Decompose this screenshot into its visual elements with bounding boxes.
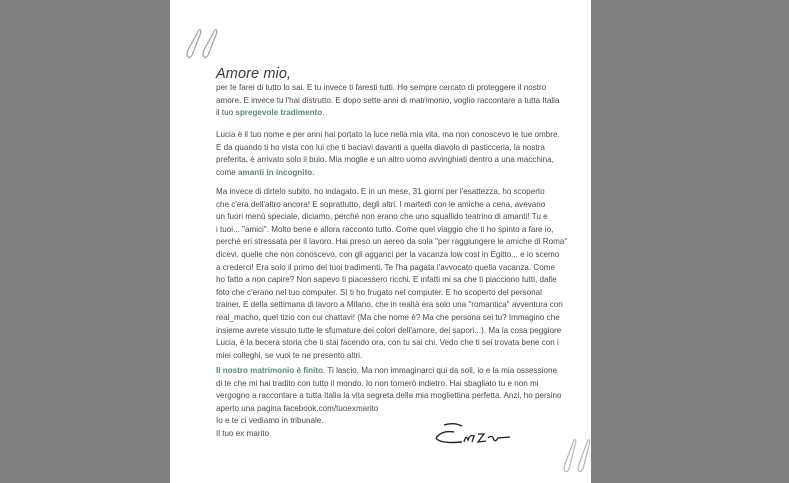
text-line: Ma invece di dirtelo subito, ho indagato. E in un mese, 31 giorni per l'esattezza, ho scoperto [216,187,545,196]
emphasis-text: Il nostro matrimonio è finito [216,366,324,375]
paragraph-3 [216,186,588,362]
text-line: miei colleghi, se vuoi te ne presento altri. [216,350,363,360]
paragraph-2 [216,129,588,179]
text-line [216,365,588,378]
text-fragment: . Ti lascio. Ma non immaginarci qui da soli, io e la mia ossessione [323,366,557,375]
text-line: vergogno a raccontare a tutta Italia la vita segreta della mia mogliettina perfetta. Anzi, ho persino [216,391,562,401]
text-fragment: come [216,167,239,177]
text-line: trainer. E della settimana di lavoro a Milano, che in realtà era solo una "romantica" avventura con [216,300,563,310]
paragraph-4 [216,365,588,441]
text-line: preferita, è arrivato solo il buio. Mia moglie e un altro uomo avvinghiati dentro a una macchina, [216,155,554,165]
signature [432,420,522,455]
text-line: foto che c'erano nel tuo computer. Sì ti ho frugato nel computer. E ho scoperto del personal [216,287,542,297]
text-line: Il tuo ex marito [216,428,270,438]
text-line: perché eri stressata per il lavoro. Hai preso un aereo da sola "per raggiungere le amiche di Roma" [216,237,568,247]
letter-page [170,0,591,483]
text-line [216,167,588,180]
emphasis-text: spregevole tradimento [235,108,323,118]
text-line: dicevi, quelle che non conoscevo, con gli agganci per la vacanza low cost in Egitto... e io scemo [216,249,560,259]
text-line: i tuoi... "amici". Molto bene e allora racconto tutto. Come quel viaggio che ti ho spinto a fare io, [216,224,554,234]
text-line [216,107,588,120]
text-line: Lucia è il tuo nome e per anni hai portato la luce nella mia vita, ma non conoscevo le tue ombre. [216,130,560,139]
text-line: E da quando ti ho vista con lui che ti baciavi davanti a quella diavolo di pasticceria, la nostra [216,142,545,152]
text-line: aperto una pagina facebook.com/tuoexmarito [216,403,379,413]
text-line: ho fatto a non capire? Non sapevo ti piacessero ricchi. E infatti mi sa che ti piacciono tutti, dalle [216,275,557,285]
text-line: real_macho, quel tizio con cui chattavi! (Ma che nome è? Ma che persona sei tu? Immagino che [216,312,560,322]
text-line: insieme avrete vissuto tutte le sfumature dei colori dell'amore, dei sapori...). Ma la cosa peggiore [216,325,562,335]
text-fragment: . [322,108,325,118]
text-line: un fuori menù speciale, diciamo, perché non erano che uno squallido teatrino di amanti! Tu e [216,212,548,222]
emphasis-text: amanti in incognito [238,167,313,177]
quote-open-icon [185,28,225,60]
text-line: amore. E invece tu l'hai distrutto. E dopo sette anni di matrimonio, voglio raccontare a tutta Italia [216,95,560,105]
text-line: a crederci! Era solo il primo dei tuoi tradimenti. Te l'ha pagata l'avvocato quella vacanza. Come [216,262,556,272]
text-line: Lucia, è la becera storia che ti stai facendo ora, con tu sai chi. Vedo che ti sei trovata bene con i [216,338,559,348]
quote-close-icon [563,438,593,474]
text-line: di te che mi hai tradito con tutto il mondo. Io non tornerò indietro. Hai sbagliato tu e non mi [216,378,539,388]
text-line: Io e te ci vediamo in tribunale. [216,416,324,426]
text-fragment: . [312,167,315,177]
text-line: per te farei di tutto lo sai. E tu invece ti faresti tutti. Ho sempre cercato di proteggere il nostro [216,83,547,92]
text-line: che c'era dell'altro ancora! E soprattutto, degli altri. I martedì con le amiche a cena, avevano [216,199,546,209]
paragraph-1 [216,82,588,120]
text-fragment: il tuo [216,108,236,118]
salutation: Amore mio, [216,66,292,82]
